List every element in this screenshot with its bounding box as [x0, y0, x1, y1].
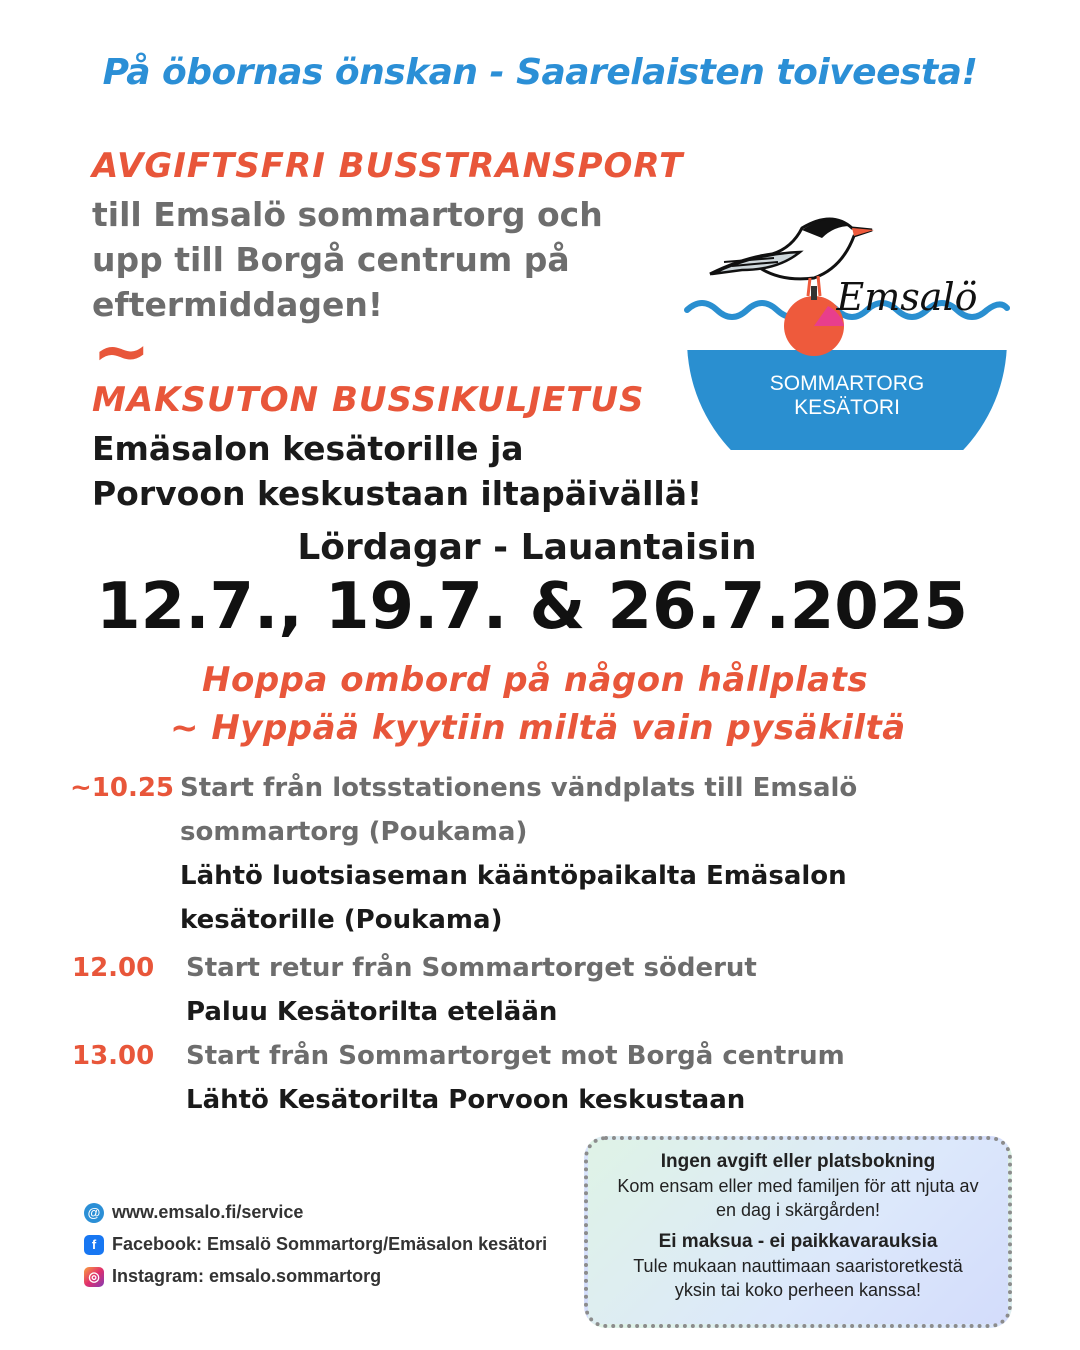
hop-swedish: Hoppa ombord på någon hållplats — [202, 660, 869, 700]
schedule-2 — [72, 946, 1052, 1034]
logo-graphic — [682, 150, 1012, 450]
hop-finnish: ~ Hyppää kyytiin miltä vain pysäkiltä — [170, 708, 906, 748]
info-sv-line: Kom ensam eller med familjen för att njuta av — [617, 1176, 979, 1196]
finnish-title: MAKSUTON BUSSIKULJETUS — [92, 380, 645, 420]
headline: På öbornas önskan - Saarelaisten toiveesta! — [102, 52, 978, 93]
schedule-sv: Start retur från Sommartorget söderut — [186, 953, 757, 983]
finnish-line: Porvoon keskustaan iltapäivällä! — [92, 474, 703, 513]
facebook-icon: f — [84, 1235, 104, 1255]
swedish-line: eftermiddagen! — [92, 285, 383, 324]
separator-tilde: ~ — [92, 310, 151, 392]
sea-bowl — [687, 340, 1007, 450]
schedule-sv: Start från Sommartorget mot Borgå centrum — [186, 1041, 845, 1071]
schedule-sv: Start från lotsstationens vändplats till Emsalö — [180, 773, 858, 803]
contact-facebook[interactable] — [84, 1234, 547, 1255]
swedish-line: upp till Borgå centrum på — [92, 240, 570, 279]
schedule-time: 13.00 — [72, 1041, 155, 1071]
info-sv-title: Ingen avgift eller platsbokning — [660, 1151, 936, 1172]
web-icon: @ — [84, 1203, 104, 1223]
schedule-fi: kesätorille (Poukama) — [180, 905, 503, 935]
logo-kesatori: KESÄTORI — [794, 396, 900, 419]
finnish-line: Emäsalon kesätorille ja — [92, 429, 524, 468]
days-label: Lördagar - Lauantaisin — [297, 527, 757, 568]
info-fi-title: Ei maksua - ei paikkavarauksia — [658, 1231, 938, 1252]
info-fi-line: yksin tai koko perheen kanssa! — [674, 1280, 922, 1300]
info-box — [584, 1136, 1012, 1328]
info-fi-line: Tule mukaan nauttimaan saaristoretkestä — [633, 1256, 963, 1276]
schedule-fi: Lähtö Kesätorilta Porvoon keskustaan — [186, 1085, 746, 1115]
contact-instagram[interactable] — [84, 1266, 381, 1287]
schedule-1 — [70, 766, 1050, 942]
swedish-title: AVGIFTSFRI BUSSTRANSPORT — [92, 146, 684, 186]
schedule-time: 12.00 — [72, 953, 155, 983]
schedule-sv: sommartorg (Poukama) — [180, 817, 528, 847]
instagram-icon: ◎ — [84, 1267, 104, 1287]
finnish-text — [92, 426, 702, 516]
dates-label: 12.7., 19.7. & 26.7.2025 — [96, 570, 968, 644]
contact-facebook-text: Facebook: Emsalö Sommartorg/Emäsalon kesätori — [112, 1234, 548, 1254]
logo-sommartorg: SOMMARTORG — [769, 372, 925, 395]
emsalo-logo — [682, 150, 1012, 450]
schedule-3 — [72, 1034, 1052, 1122]
logo-name: Emsalö — [836, 275, 978, 319]
contact-web[interactable] — [84, 1202, 303, 1223]
swedish-line: till Emsalö sommartorg och — [92, 195, 603, 234]
schedule-time: ~10.25 — [70, 773, 175, 803]
info-sv-line: en dag i skärgården! — [715, 1200, 881, 1220]
swedish-text — [92, 192, 603, 327]
contact-instagram-text: Instagram: emsalo.sommartorg — [112, 1266, 382, 1286]
contact-web-text: www.emsalo.fi/service — [112, 1202, 304, 1222]
schedule-fi: Lähtö luotsiaseman kääntöpaikalta Emäsalon — [180, 861, 847, 891]
schedule-fi: Paluu Kesätorilta etelään — [186, 997, 558, 1027]
